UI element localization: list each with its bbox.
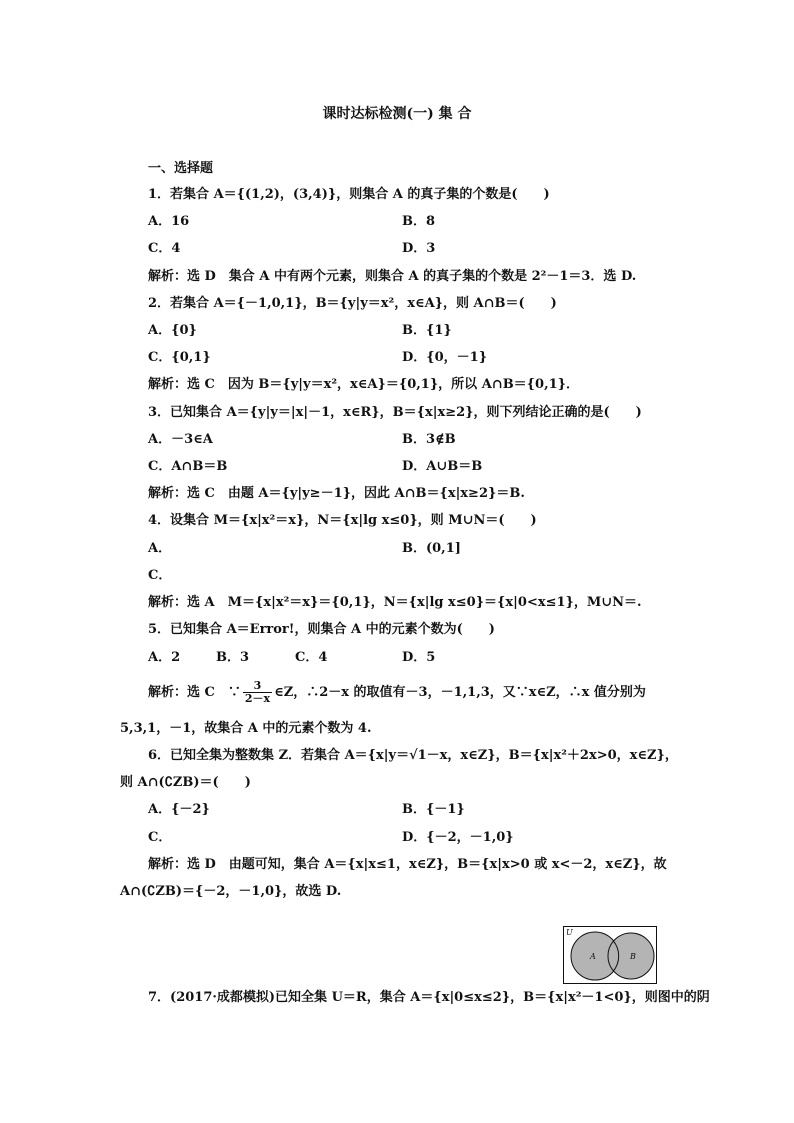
q1-option-b: B．8	[402, 214, 436, 229]
q5-solution-cont: 5,3,1，－1，故集合 A 中的元素个数为 4.	[120, 721, 372, 736]
q7-stem: 7．(2017·成都模拟)已知全集 U＝R，集合 A＝{x|0≤x≤2}，B＝{x|x²－1<0}，则图中的阴	[148, 990, 710, 1005]
page-title: 课时达标检测(一) 集 合	[322, 106, 472, 122]
q6-option-b: B．{－1}	[402, 802, 465, 817]
q2-stem: 2．若集合 A＝{－1,0,1}，B＝{y|y＝x²，x∈A}，则 A∩B＝( )	[148, 296, 557, 311]
universe-label: U	[566, 928, 573, 937]
q5-solution	[148, 676, 646, 710]
q4-stem: 4．设集合 M＝{x|x²＝x}，N＝{x|lg x≤0}，则 M∪N＝( )	[148, 513, 537, 528]
q5-solution-rest: ∈Z，∴2－x 的取值有－3，－1,1,3，又∵x∈Z，∴x 值分别为	[274, 685, 646, 700]
q1-solution: 解析：选 D 集合 A 中有两个元素，则集合 A 的真子集的个数是 2²－1＝3．选 D.	[148, 269, 637, 284]
q6-option-a: A．{－2}	[148, 802, 210, 817]
q1-option-a: A．16	[148, 214, 190, 229]
q4-option-a: A．	[148, 541, 172, 556]
q5-option-a: A．2	[148, 650, 181, 665]
q3-option-a: A．－3∈A	[148, 432, 213, 447]
q3-option-d: D．A∪B＝B	[402, 459, 483, 474]
q6-option-c: C．	[148, 830, 172, 845]
q5-option-b: B．3	[216, 650, 250, 665]
set-b-label: B	[630, 952, 636, 961]
q4-option-c: C．	[148, 568, 172, 583]
q1-stem: 1．若集合 A＝{(1,2)，(3,4)}，则集合 A 的真子集的个数是( )	[148, 187, 550, 202]
q2-option-c: C．{0,1}	[148, 350, 211, 365]
q2-option-b: B．{1}	[402, 323, 452, 338]
set-a-label: A	[590, 952, 596, 961]
q5-stem: 5．已知集合 A＝Error!，则集合 A 中的元素个数为( )	[148, 622, 495, 637]
q2-option-a: A．{0}	[148, 323, 197, 338]
section-heading: 一、选择题	[148, 161, 214, 176]
q6-option-d: D．{－2，－1,0}	[402, 830, 514, 845]
venn-diagram	[563, 926, 657, 984]
q3-stem: 3．已知集合 A＝{y|y＝|x|－1，x∈R}，B＝{x|x≥2}，则下列结论正确的是( )	[148, 405, 642, 420]
q6-solution: 解析：选 D 由题可知，集合 A＝{x|x≤1，x∈Z}，B＝{x|x>0 或 x<－2，x∈Z}，故	[148, 857, 667, 872]
fraction	[243, 680, 272, 705]
q5-option-c: C．4	[295, 650, 328, 665]
q1-option-d: D．3	[402, 241, 436, 256]
q3-option-b: B．3∉B	[402, 432, 456, 447]
q4-option-b: B．(0,1]	[402, 541, 461, 556]
q3-solution: 解析：选 C 由题 A＝{y|y≥－1}，因此 A∩B＝{x|x≥2}＝B.	[148, 486, 525, 501]
q6-stem-cont: 则 A∩(∁ZB)＝( )	[120, 775, 251, 790]
q3-option-c: C．A∩B＝B	[148, 459, 228, 474]
q4-solution: 解析：选 A M＝{x|x²＝x}＝{0,1}，N＝{x|lg x≤0}＝{x|0<x≤1}，M∪N＝.	[148, 595, 642, 610]
q2-option-d: D．{0，－1}	[402, 350, 488, 365]
fraction-numerator: 3	[243, 680, 272, 693]
fraction-denominator: 2－x	[244, 692, 271, 705]
q2-solution: 解析：选 C 因为 B＝{y|y＝x²，x∈A}＝{0,1}，所以 A∩B＝{0,1}．	[148, 377, 580, 392]
q5-option-d: D．5	[402, 650, 436, 665]
q5-solution-lead: 解析：选 C ∵	[148, 685, 241, 700]
q6-stem: 6．已知全集为整数集 Z．若集合 A＝{x|y＝√1－x，x∈Z}，B＝{x|x²＋2x>0，x∈Z}，	[148, 748, 678, 763]
q6-solution-cont: A∩(∁ZB)＝{－2，－1,0}，故选 D.	[120, 884, 342, 899]
q1-option-c: C．4	[148, 241, 181, 256]
